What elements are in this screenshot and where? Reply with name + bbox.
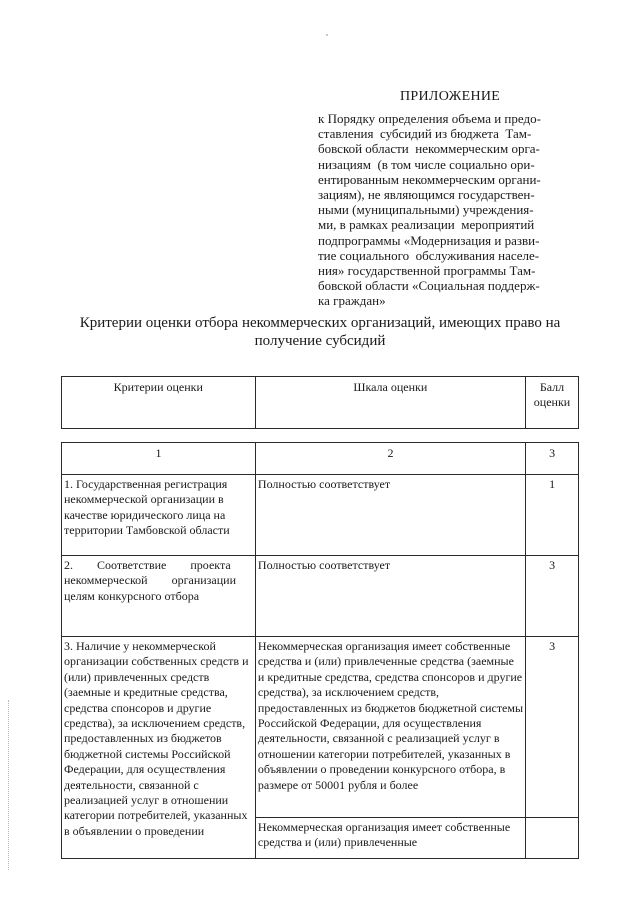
score-cell: 1 [526, 475, 579, 556]
criterion-cell: 2. Соответствие проекта некоммерческой организации целям конкурсного отбора [62, 556, 256, 637]
scale-cell: Полностью соответствует [255, 475, 525, 556]
header-criteria: Критерии оценки [62, 377, 256, 429]
document-title: Критерии оценки отбора некоммерческих организаций, имеющих право на получение субсидий [79, 315, 561, 349]
column-number: 1 [62, 443, 256, 475]
column-number-row [62, 443, 579, 475]
score-cell [526, 818, 579, 859]
table-row [62, 556, 579, 637]
table-row [62, 637, 579, 818]
scale-cell: Полностью соответствует [255, 556, 525, 637]
criterion-cell: 3. Наличие у некоммерческой организации собственных средств и (или) привлеченных средств (заемные и кредитные средства, средства спонсоров и другие средства), за исключением средств, предоставленных из бюджетов бюджетной системы Российской Федерации, для осуществления деятельности, связанной с реализацией услуг в отношении категории потребителей, указанных в объявлении о проведении [62, 637, 256, 859]
header-row [62, 377, 579, 429]
column-number: 3 [526, 443, 579, 475]
column-number: 2 [255, 443, 525, 475]
scan-speck [326, 34, 328, 36]
appendix-title: ПРИЛОЖЕНИЕ [400, 89, 501, 104]
table-row [62, 475, 579, 556]
header-table [61, 376, 579, 429]
header-score: Балл оценки [526, 377, 579, 429]
criteria-table [61, 442, 579, 859]
score-cell: 3 [526, 556, 579, 637]
scan-margin-marks [8, 700, 13, 870]
header-scale: Шкала оценки [255, 377, 525, 429]
score-cell: 3 [526, 637, 579, 818]
criterion-cell: 1. Государственная регистрация некоммерческой организации в качестве юридического лица на территории Тамбовской области [62, 475, 256, 556]
scale-cell: Некоммерческая организация имеет собственные средства и (или) привлеченные средства (заемные и кредитные средства, средства спонсоров и другие средства), за исключением средств, предоставленных из бюджетов бюджетной системы Российской Федерации, для осуществления деятельности, связанной с реализацией услуг в отношении категории потребителей, указанных в объявлении о проведении конкурсного отбора, в размере от 50001 рубля и более [255, 637, 525, 818]
scale-cell: Некоммерческая организация имеет собственные средства и (или) привлеченные [255, 818, 525, 859]
appendix-reference-text: к Порядку определения объема и предо- ставления субсидий из бюджета Там- бовской области некоммерческим орга- низациям (в том числе социально ори- ентированным некоммерческим органи- зациям), не являющимся государствен- ными (муниципальными) учреждения- ми, в рамках реализации мероприятий подпрограммы «Модернизация и разви- тие социального обслуживания населе- ния» государственной программы Там- бовской области «Социальная поддерж- ка граждан» [318, 111, 541, 309]
